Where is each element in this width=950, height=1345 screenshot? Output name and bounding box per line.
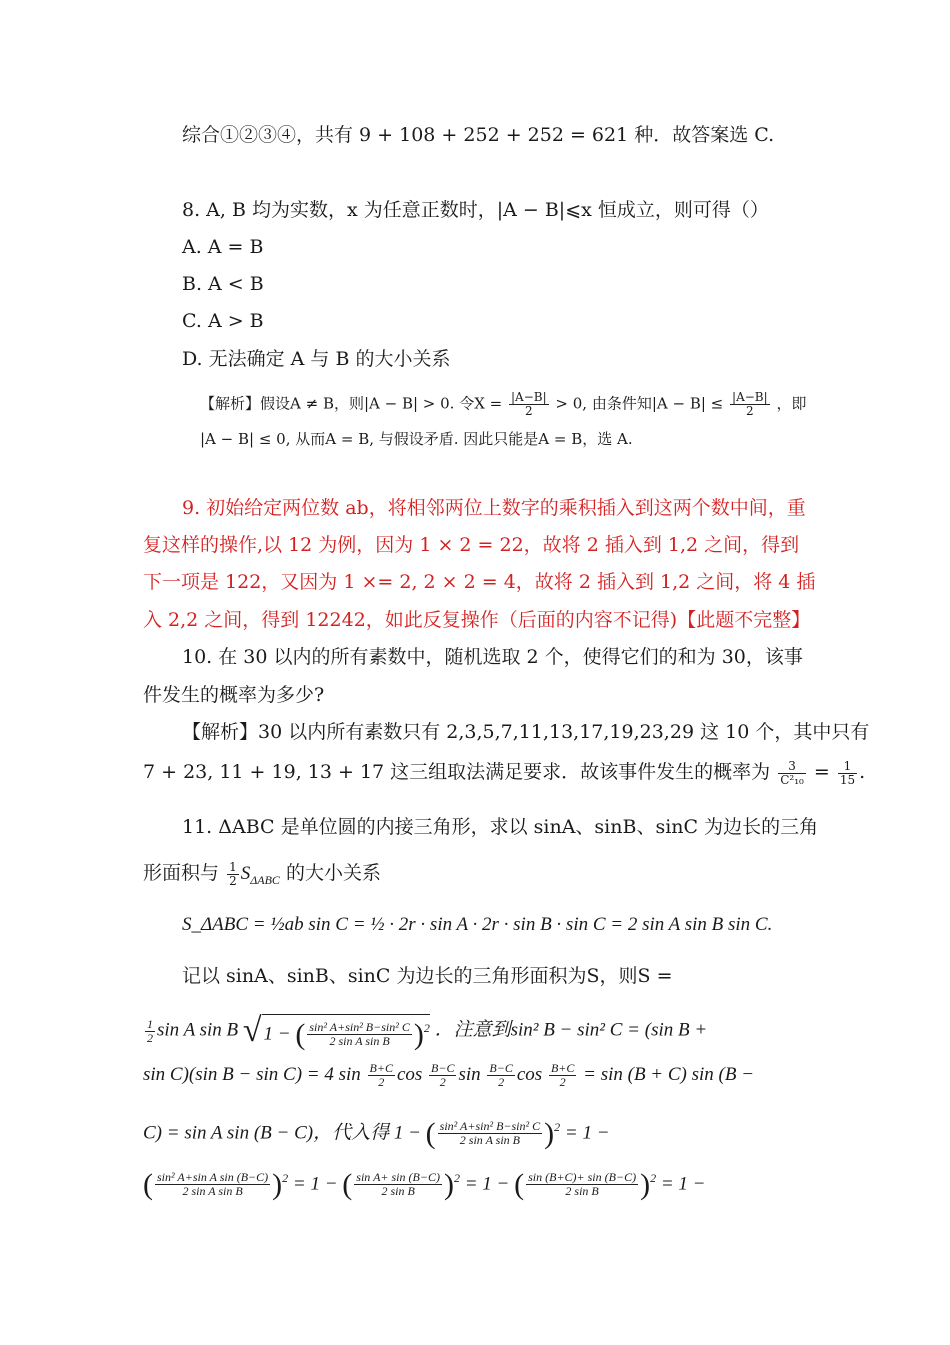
q10-line1: 10. 在 30 以内的所有素数中，随机选取 2 个，使得它们的和为 30，该事 [182, 646, 803, 668]
q8-option-b: B. A < B [182, 273, 264, 295]
q11-line7: C) = sin A sin (B − C)，代入得 1 − ( $\frac{\text{sin² A+sin² B−sin² C}}{\text{2 sin A sin B}}$ )$^2$ = 1 − [143, 1116, 610, 1150]
q8-option-d: D. 无法确定 A 与 B 的大小关系 [182, 348, 451, 370]
q8-solution-line2: |A − B| ≤ 0, 从而A = B, 与假设矛盾. 因此只能是A = B，选 A. [200, 430, 633, 448]
q9-line4: 入 2,2 之间，得到 12242，如此反复操作（后面的内容不记得)【此题不完整】 [143, 609, 811, 631]
line-summary: 综合①②③④，共有 9 + 108 + 252 + 252 = 621 种．故答案选 C. [182, 124, 775, 146]
q10-line2: 件发生的概率为多少? [143, 684, 325, 706]
q8-option-a: A. A = B [182, 236, 264, 258]
q8-stem: 8. A, B 均为实数，x 为任意正数时，|A − B|⩽x 恒成立，则可得（） [182, 199, 769, 221]
q9-line2: 复这样的操作,以 12 为例，因为 1 × 2 = 22，故将 2 插入到 1,2 之间，得到 [143, 534, 800, 556]
q11-line5: $\frac{1}{2}$ sin A sin B √ 1 − ( $\frac{\text{sin² A+sin² B−sin² C}}{\text{2 sin A sin B}}$ )$^2$ ．注意到sin² B − sin² C = (sin B + [147, 1012, 708, 1051]
q11-line4: 记以 sinA、sinB、sinC 为边长的三角形面积为S，则S = [182, 965, 673, 987]
q8-solution-line1: 【解析】假设A ≠ B，则|A − B| > 0. 令X = $\frac{|A-B|}{2}$ > 0, 由条件知|A − B| ≤ $\frac{|A-B|}{2}$ ，即 [200, 390, 807, 418]
q11-line2: 形面积与 $\frac{1}{2}$ $S_{\Delta ABC}$ 的大小关系 [143, 859, 381, 888]
q11-line8: ( $\frac{\text{sin² A+sin A sin (B−C)}}{\text{2 sin A sin B}}$ )$^2$ = 1 − ( $\frac{\text{sin A+ sin (B−C)}}{\text{2 sin B}}$ )$^2$ = 1 − ( $\frac{\sin (B+C)+ \sin (B-C)}{\text{2 sin B}}$ )$^2$ = 1 − [143, 1167, 706, 1201]
q11-area-formula: S_ΔABC = ½ab sin C = ½ · 2r · sin A · 2r · sin B · sin C = 2 sin A sin B sin C. [182, 914, 773, 935]
q9-line1: 9. 初始给定两位数 ab，将相邻两位上数字的乘积插入到这两个数中间，重 [182, 497, 806, 519]
q10-line4: 7 + 23, 11 + 19, 13 + 17 这三组取法满足要求．故该事件发生的概率为 $\frac{3}{\text{C²₁₀}}$ = $\frac{1}{15}$ . [143, 758, 866, 787]
q9-line3: 下一项是 122，又因为 1 ×= 2, 2 × 2 = 4，故将 2 插入到 1,2 之间，将 4 插 [143, 571, 816, 593]
q10-line3: 【解析】30 以内所有素数只有 2,3,5,7,11,13,17,19,23,29 这 10 个，其中只有 [182, 721, 870, 743]
q11-line6: sin C)(sin B − sin C) = 4 sin $\frac{B+C}{2}$ cos $\frac{B-C}{2}$ sin $\frac{B-C}{2}$ cos $\frac{B+C}{2}$ = sin (B + C) sin (B − [143, 1061, 755, 1090]
q8-option-c: C. A > B [182, 310, 264, 332]
q11-line1: 11. ΔABC 是单位圆的内接三角形，求以 sinA、sinB、sinC 为边长的三角 [182, 816, 819, 838]
